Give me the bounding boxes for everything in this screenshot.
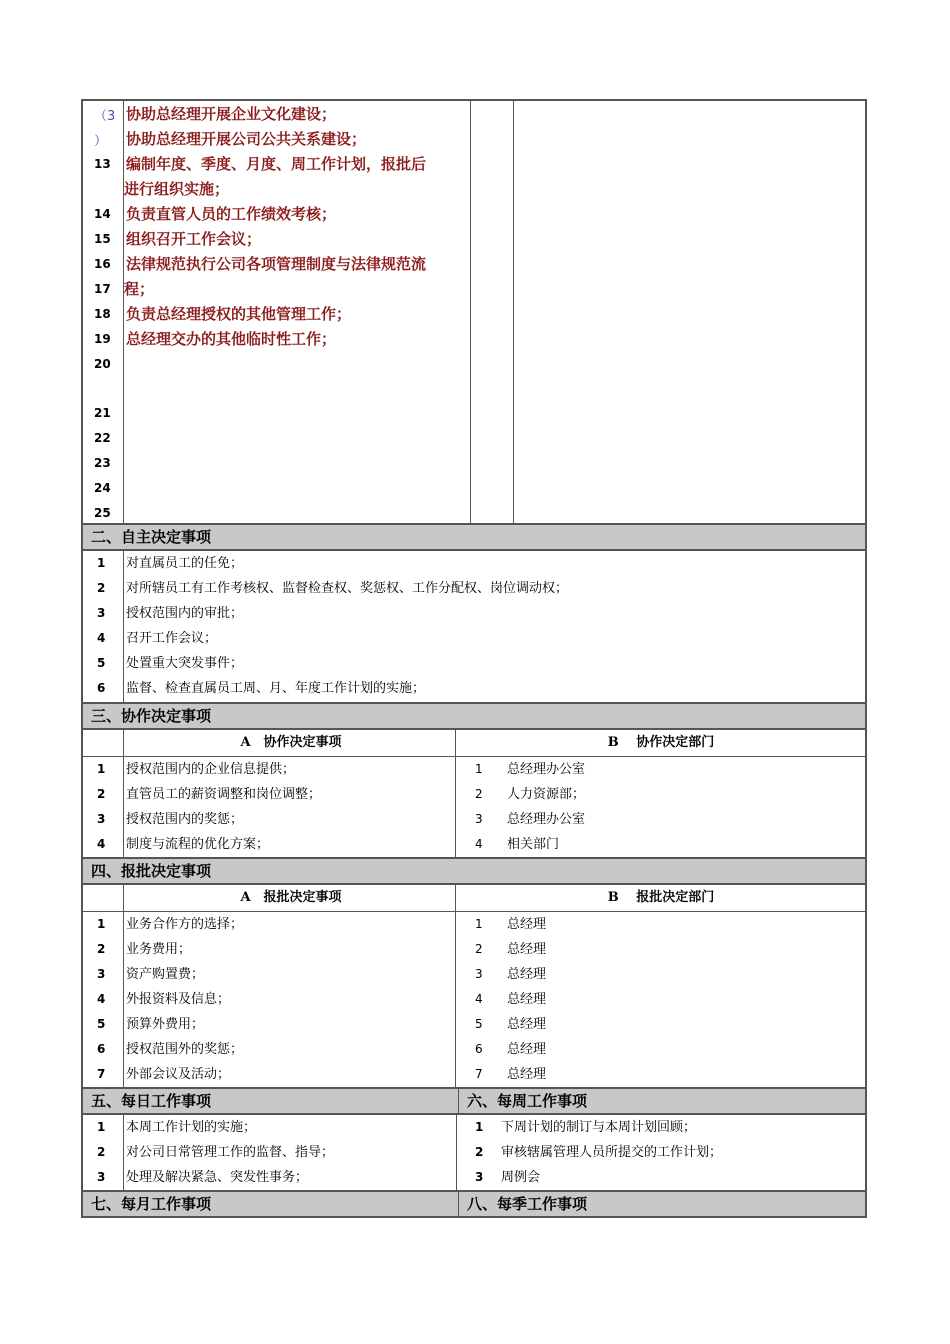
- section-approval: [81, 885, 867, 1088]
- table-row: [83, 1037, 865, 1062]
- section-header: [81, 1087, 867, 1115]
- duty-number: 23: [94, 456, 111, 470]
- row-number: 1: [475, 762, 483, 776]
- row-number: 7: [475, 1067, 483, 1081]
- duty-item: 组织召开工作会议；: [126, 230, 262, 248]
- row-dept: 总经理办公室: [507, 812, 586, 827]
- row-number: 4: [97, 992, 106, 1006]
- section-title: 八、每季工作事项: [458, 1192, 587, 1216]
- row-number: 3: [97, 606, 106, 620]
- duty-number: 15: [94, 232, 111, 246]
- duty-number: 21: [94, 406, 111, 420]
- row-number: 5: [97, 656, 106, 670]
- section-autonomous: [81, 551, 867, 703]
- row-text: 授权范围外的奖惩；: [126, 1042, 244, 1057]
- section-header: [81, 1190, 867, 1218]
- row-dept: 相关部门: [507, 837, 560, 852]
- row-dept: 总经理: [507, 1042, 547, 1057]
- section-daily-weekly: [81, 1115, 867, 1191]
- row-number: 1: [475, 1120, 484, 1134]
- section-title: 四、报批决定事项: [91, 862, 212, 880]
- duty-item: 进行组织实施；: [124, 180, 230, 198]
- duty-number: 25: [94, 506, 111, 520]
- duty-number: 16: [94, 257, 111, 271]
- row-number: 2: [97, 1145, 106, 1159]
- section-header: [81, 857, 867, 885]
- column-header: B 协作决定部门: [607, 735, 715, 750]
- table-row: [83, 912, 865, 937]
- row-number: 7: [97, 1067, 106, 1081]
- row-text: 制度与流程的优化方案；: [126, 837, 270, 852]
- row-number: 4: [475, 992, 483, 1006]
- duty-item: 协助总经理开展公司公共关系建设；: [126, 130, 367, 148]
- row-text: 预算外费用；: [126, 1017, 205, 1032]
- row-number: 4: [475, 837, 483, 851]
- row-dept: 总经理: [507, 967, 547, 982]
- divider: [513, 101, 514, 523]
- table-row: [83, 1165, 865, 1190]
- duty-item: 负责总经理授权的其他管理工作；: [126, 305, 352, 323]
- row-text: 业务合作方的选择；: [126, 917, 244, 932]
- row-text: 召开工作会议；: [126, 631, 218, 646]
- row-number: 1: [97, 762, 106, 776]
- row-number: 3: [97, 967, 106, 981]
- row-text: 本周工作计划的实施；: [126, 1120, 257, 1135]
- duty-number: （3: [94, 109, 116, 124]
- column-header: A 协作决定事项: [240, 735, 342, 750]
- row-number: 2: [97, 942, 106, 956]
- table-row: [83, 1062, 865, 1087]
- row-text: 外报资料及信息；: [126, 992, 231, 1007]
- table-row: [83, 937, 865, 962]
- row-number: 5: [97, 1017, 106, 1031]
- table-row: [83, 576, 865, 601]
- row-number: 3: [475, 967, 483, 981]
- row-text: 业务费用；: [126, 942, 192, 957]
- row-number: 4: [97, 837, 106, 851]
- duty-number: 20: [94, 357, 111, 371]
- row-number: 2: [475, 942, 483, 956]
- row-text: 处理及解决紧急、突发性事务；: [126, 1170, 309, 1185]
- row-number: 3: [97, 812, 106, 826]
- row-number: 3: [475, 812, 483, 826]
- row-number: 6: [97, 681, 106, 695]
- row-number: 4: [97, 631, 106, 645]
- duty-number: 13: [94, 157, 111, 171]
- column-header: B 报批决定部门: [607, 890, 715, 905]
- duty-number: 22: [94, 431, 111, 445]
- table-row: [83, 676, 865, 701]
- table-row: [83, 807, 865, 832]
- section-header: [81, 702, 867, 730]
- duty-item: 程；: [124, 280, 155, 298]
- row-text: 监督、检查直属员工周、月、年度工作计划的实施；: [126, 681, 426, 696]
- duty-number: 24: [94, 481, 111, 495]
- section-title: 三、协作决定事项: [91, 707, 212, 725]
- row-text: 外部会议及活动；: [126, 1067, 231, 1082]
- row-dept: 总经理: [507, 1017, 547, 1032]
- row-text: 处置重大突发事件；: [126, 656, 244, 671]
- duty-number: 18: [94, 307, 111, 321]
- table-row: [83, 782, 865, 807]
- divider: [123, 101, 124, 523]
- duty-item: 编制年度、季度、月度、周工作计划，报批后: [126, 155, 427, 173]
- row-text: 授权范围内的奖惩；: [126, 812, 244, 827]
- row-number: 6: [475, 1042, 483, 1056]
- section-title: 七、每月工作事项: [91, 1195, 212, 1213]
- duty-item: 法律规范执行公司各项管理制度与法律规范流: [126, 255, 427, 273]
- column-header-row: [83, 730, 865, 757]
- column-header-row: [83, 885, 865, 912]
- row-text: 对公司日常管理工作的监督、指导；: [126, 1145, 335, 1160]
- table-row: [83, 601, 865, 626]
- row-text: 直管员工的薪资调整和岗位调整；: [126, 787, 322, 802]
- table-row: [83, 1115, 865, 1140]
- row-number: 1: [97, 556, 106, 570]
- table-row: [83, 757, 865, 782]
- duty-item: 总经理交办的其他临时性工作；: [126, 330, 337, 348]
- row-number: 2: [97, 787, 106, 801]
- row-number: 6: [97, 1042, 106, 1056]
- row-text: 资产购置费；: [126, 967, 205, 982]
- table-row: [83, 1140, 865, 1165]
- row-dept: 总经理: [507, 992, 547, 1007]
- table-row: [83, 651, 865, 676]
- row-text: 对所辖员工有工作考核权、监督检查权、奖惩权、工作分配权、岗位调动权；: [126, 581, 569, 596]
- duty-number: 14: [94, 207, 111, 221]
- row-dept: 总经理: [507, 917, 547, 932]
- row-number: 5: [475, 1017, 483, 1031]
- row-number: 1: [97, 1120, 106, 1134]
- row-number: 2: [475, 787, 483, 801]
- duties-block: [81, 99, 867, 524]
- row-number: 1: [97, 917, 106, 931]
- table-row: [83, 1012, 865, 1037]
- row-text: 周例会: [501, 1170, 541, 1185]
- duty-number: 19: [94, 332, 111, 346]
- table-row: [83, 962, 865, 987]
- row-text: 授权范围内的企业信息提供；: [126, 762, 296, 777]
- section-title: 六、每周工作事项: [458, 1089, 587, 1113]
- section-title: 二、自主决定事项: [91, 528, 212, 546]
- duty-number: ）: [94, 134, 108, 149]
- table-row: [83, 551, 865, 576]
- row-text: 授权范围内的审批；: [126, 606, 244, 621]
- duty-item: 协助总经理开展企业文化建设；: [126, 105, 337, 123]
- section-header: [81, 523, 867, 551]
- row-text: 对直属员工的任免；: [126, 556, 244, 571]
- column-header: A 报批决定事项: [240, 890, 342, 905]
- row-dept: 总经理办公室: [507, 762, 586, 777]
- row-number: 3: [97, 1170, 106, 1184]
- row-dept: 总经理: [507, 942, 547, 957]
- row-text: 下周计划的制订与本周计划回顾；: [501, 1120, 697, 1135]
- row-number: 1: [475, 917, 483, 931]
- table-row: [83, 832, 865, 857]
- duty-number: 17: [94, 282, 111, 296]
- row-dept: 总经理: [507, 1067, 547, 1082]
- table-row: [83, 626, 865, 651]
- row-number: 2: [97, 581, 106, 595]
- section-cooperative: [81, 730, 867, 858]
- row-number: 2: [475, 1145, 484, 1159]
- duty-item: 负责直管人员的工作绩效考核；: [126, 205, 337, 223]
- row-text: 审核辖属管理人员所提交的工作计划；: [501, 1145, 723, 1160]
- section-title: 五、每日工作事项: [91, 1092, 212, 1110]
- row-dept: 人力资源部；: [507, 787, 586, 802]
- table-row: [83, 987, 865, 1012]
- row-number: 3: [475, 1170, 484, 1184]
